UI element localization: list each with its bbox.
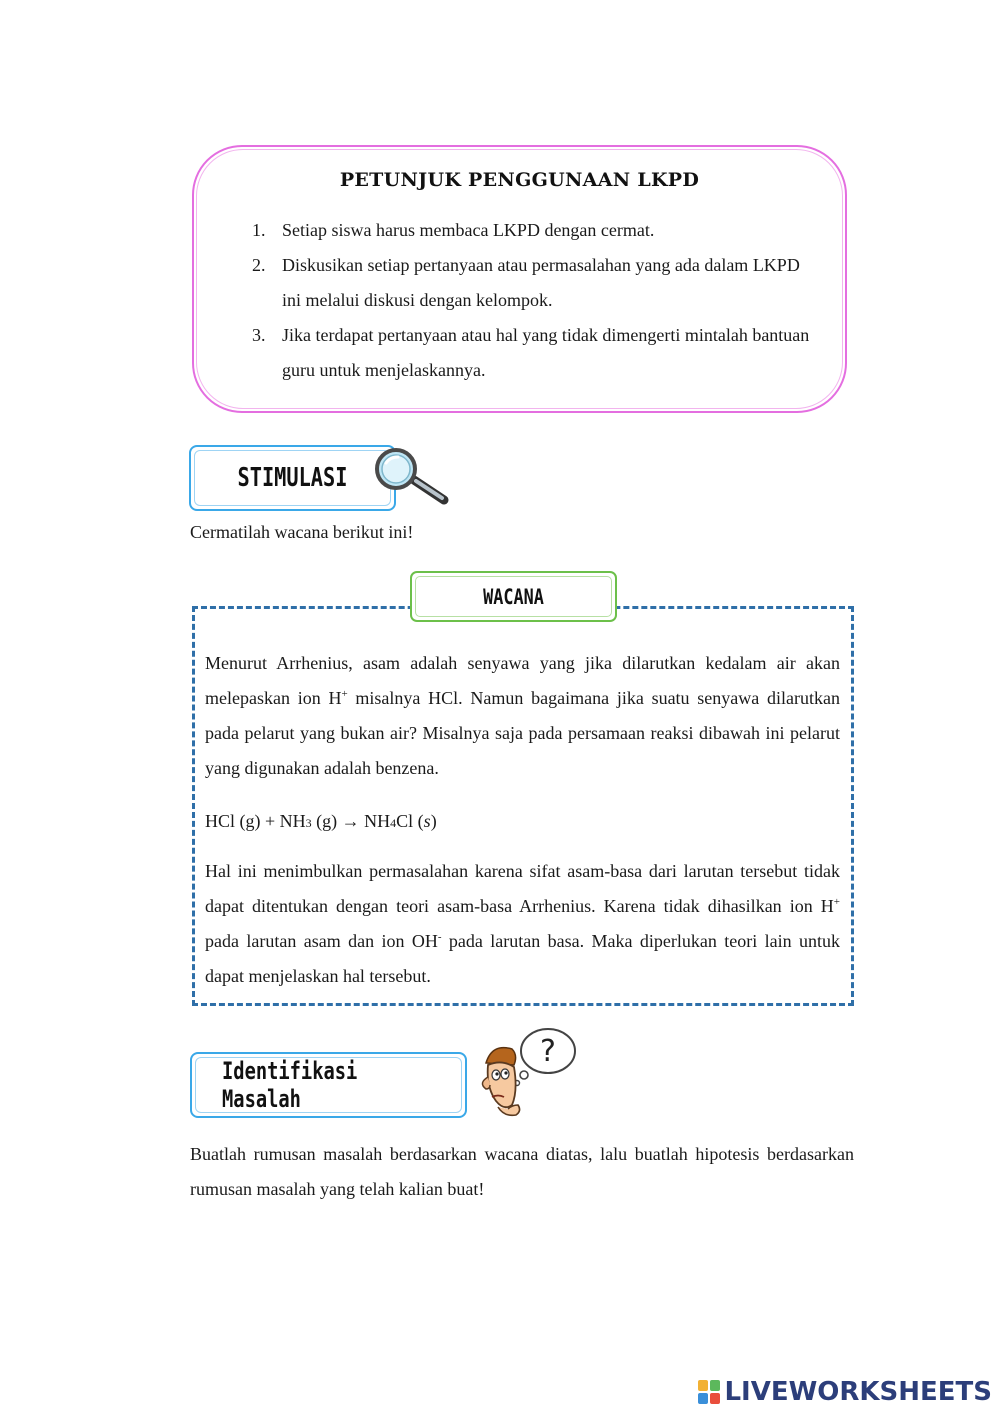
wacana-label: WACANA bbox=[483, 584, 544, 609]
logo-square bbox=[698, 1380, 708, 1391]
wacana-p1-text-a: Menurut Arrhenius, asam adalah senyawa yang jika dilarutkan kedalam air akan melepaskan ion H bbox=[205, 653, 840, 708]
wacana-p2-text-a: Hal ini menimbulkan permasalahan karena sifat asam-basa dari larutan tersebut tidak dapat ditentukan dengan teori asam-basa Arrhenius. Karena tidak dihasilkan ion H bbox=[205, 861, 840, 916]
liveworksheets-logo-icon bbox=[698, 1380, 720, 1404]
petunjuk-item bbox=[246, 213, 816, 248]
magnifying-glass-icon bbox=[368, 448, 452, 510]
petunjuk-item-text: Diskusikan setiap pertanyaan atau permasalahan yang ada dalam LKPD ini melalui diskusi dengan kelompok. bbox=[282, 255, 800, 310]
petunjuk-item bbox=[246, 248, 816, 318]
petunjuk-item-text: Setiap siswa harus membaca LKPD dengan cermat. bbox=[282, 220, 655, 240]
liveworksheets-logo[interactable] bbox=[698, 1377, 992, 1407]
wacana-tab bbox=[410, 571, 617, 622]
reaction-equation bbox=[205, 804, 840, 839]
thought-bubble-question: ? bbox=[540, 1034, 556, 1069]
h-plus-sup: + bbox=[341, 688, 348, 700]
logo-square bbox=[698, 1393, 708, 1404]
wacana-p2-text-c: pada larutan basa. Maka diperlukan teori lain untuk dapat menjelaskan hal tersebut. bbox=[205, 931, 840, 986]
petunjuk-item bbox=[246, 318, 816, 388]
petunjuk-title: PETUNJUK PENGGUNAAN LKPD bbox=[339, 169, 700, 191]
stimulasi-instruction: Cermatilah wacana berikut ini! bbox=[190, 522, 414, 542]
eq-part-d: ) bbox=[430, 811, 437, 831]
h-plus-sup: + bbox=[833, 896, 840, 908]
logo-square bbox=[710, 1380, 720, 1391]
wacana-p2-text-b: pada larutan asam dan ion OH bbox=[205, 931, 438, 951]
eq-sub-4: 4 bbox=[390, 816, 397, 830]
oh-minus-sup: - bbox=[437, 931, 442, 943]
liveworksheets-logo-text: LIVEWORKSHEETS bbox=[724, 1377, 992, 1407]
petunjuk-item-number: 3. bbox=[252, 325, 266, 345]
eq-state: s bbox=[423, 811, 431, 831]
wacana-paragraph-1 bbox=[205, 646, 840, 786]
petunjuk-box bbox=[192, 145, 847, 413]
wacana-paragraph-2 bbox=[205, 854, 840, 994]
petunjuk-list bbox=[246, 213, 816, 388]
eq-part-b: (g) → NH bbox=[311, 811, 391, 831]
eq-part-a: HCl (g) + NH bbox=[205, 811, 306, 831]
logo-square bbox=[710, 1393, 720, 1404]
stimulasi-label: STIMULASI bbox=[237, 463, 348, 493]
wacana-p1-text-b: misalnya HCl. Namun bagaimana jika suatu senyawa dilarutkan pada pelarut yang bukan air? Misalnya saja pada persamaan reaksi dibawah ini pelarut yang digunakan adalah benzena. bbox=[205, 688, 840, 778]
petunjuk-item-number: 2. bbox=[252, 255, 266, 275]
identifikasi-label: Identifikasi Masalah bbox=[222, 1057, 358, 1113]
petunjuk-item-text: Jika terdapat pertanyaan atau hal yang tidak dimengerti mintalah bantuan guru untuk menjelaskannya. bbox=[282, 325, 810, 380]
eq-part-c: Cl ( bbox=[396, 811, 424, 831]
identifikasi-tab bbox=[190, 1052, 467, 1118]
thinking-person-icon bbox=[478, 1025, 580, 1121]
petunjuk-item-number: 1. bbox=[252, 220, 266, 240]
stimulasi-tab bbox=[189, 445, 396, 511]
eq-sub-3: 3 bbox=[305, 816, 312, 830]
identifikasi-instruction: Buatlah rumusan masalah berdasarkan wacana diatas, lalu buatlah hipotesis berdasarkan rumusan masalah yang telah kalian buat! bbox=[190, 1144, 854, 1199]
